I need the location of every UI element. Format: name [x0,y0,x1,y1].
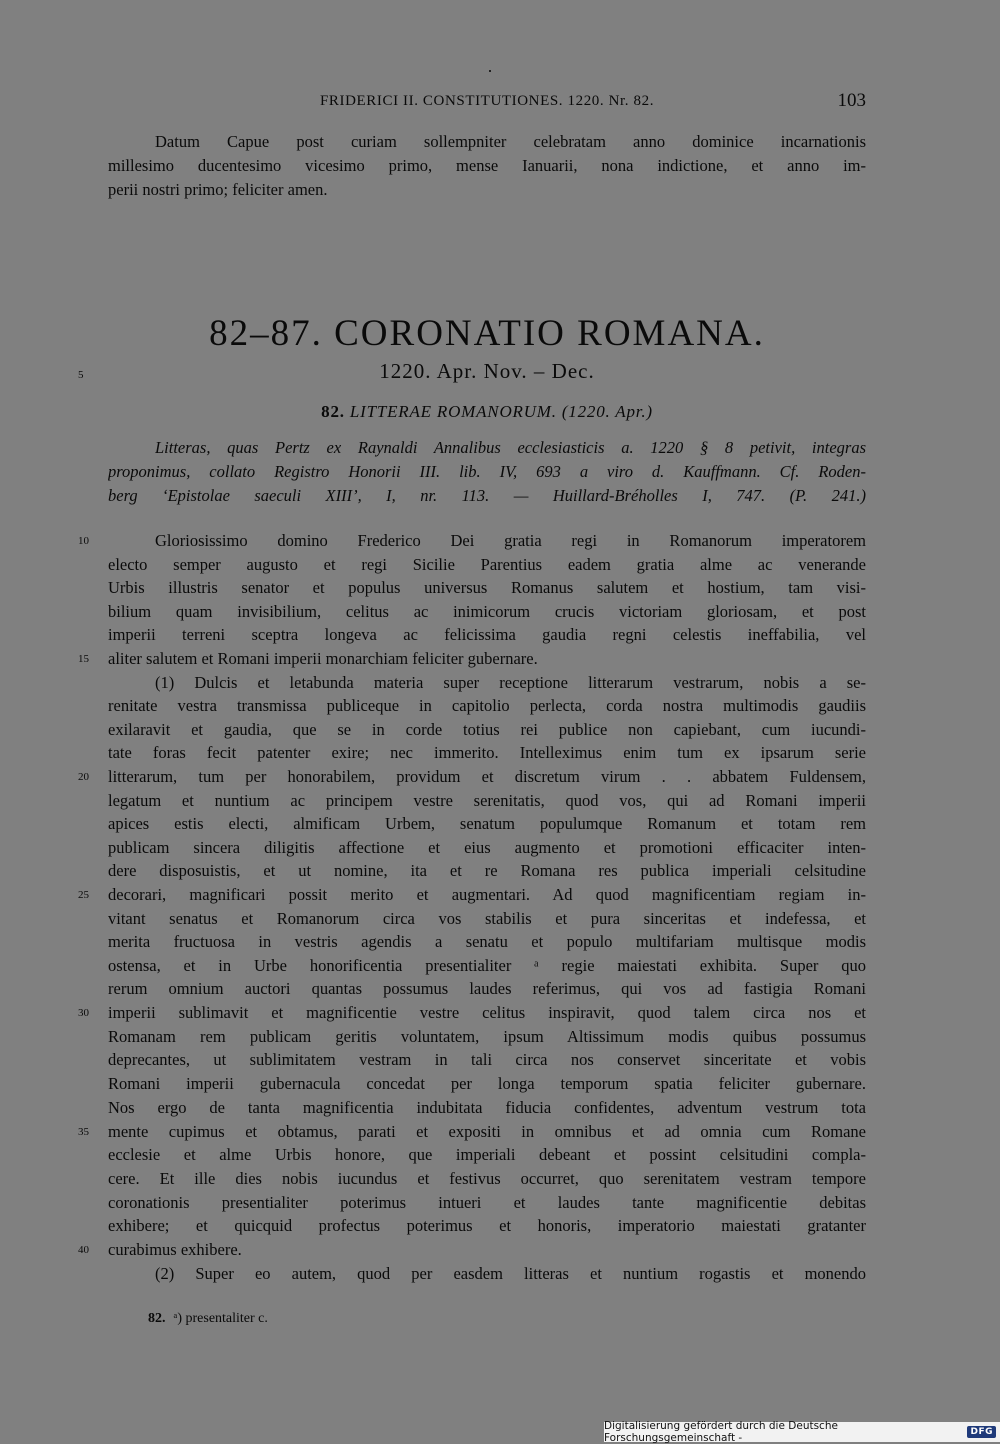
text-line: mente cupimus et obtamus, parati et expositi in omnibus et ad omnia cum Romane [108,1122,866,1141]
footnote-number: 82. [148,1311,166,1326]
text-line: bilium quam invisibilium, celitus ac inimicorum crucis victoriam gloriosam, et post [108,602,866,621]
text-line: cere. Et ille dies nobis iucundus et festivus occurret, quo serenitatem vestram tempore [108,1169,866,1188]
text-line: Urbis illustris senator et populus universus Romanus salutem et hostium, tam visi- [108,578,866,597]
line-number: 35 [78,1126,89,1138]
line-number: 10 [78,535,89,547]
text-line: coronationis presentialiter poterimus intueri et laudes tante magnificentie debitas [108,1193,866,1212]
text-line: electo semper augusto et regi Sicilie Parentius eadem gratia alme ac venerande [108,555,866,574]
text-line: ostensa, et in Urbe honorificentia presentialiter ᵃ regie maiestati exhibita. Super quo [108,956,866,975]
running-header [108,90,866,114]
text-line: Nos ergo de tanta magnificentia indubitata fiducia confidentes, adventum vestrum tota [108,1098,866,1117]
document-number: 82. [321,402,345,421]
text-line: imperii sublimavit et magnificentie vestre celitus inspiravit, quod talem circa nos et [108,1003,866,1022]
line-number: 25 [78,889,89,901]
text-line: (2) Super eo autem, quod per easdem litteras et nuntium rogastis et monendo [155,1264,866,1283]
text-line: deprecantes, ut sublimitatem vestram in tali circa nos conservet sinceritate et vobis [108,1050,866,1069]
text-line: imperii terreni sceptra longeva ac felicissima gaudia regni celestis ineffabilia, vel [108,625,866,644]
section-date: 1220. Apr. Nov. – Dec. [379,359,595,383]
text-line: apices estis electi, almificam Urbem, senatum populumque Romanum et totam rem [108,814,866,833]
text-line: dere disposuistis, et ut nomine, ita et re Romana res publica imperiali celsitudine [108,861,866,880]
text-line: litterarum, tum per honorabilem, providum et discretum virum . . abbatem Fuldensem, [108,767,866,786]
line-number: 5 [78,369,84,381]
footnote [148,1311,268,1327]
text-line: decorari, magnificari possit merito et augmentari. Ad quod magnificentiam regiam in- [108,885,866,904]
text-line: berg ‘Epistolae saeculi XIII’, I, nr. 113. — Huillard-Bréholles I, 747. (P. 241.) [108,486,866,505]
text-line: merita fructuosa in vestris agendis a senatu et populo multifariam multisque modis [108,932,866,951]
text-line: legatum et nuntium ac principem vestre serenitatis, quod vos, qui ad Romani imperii [108,791,866,810]
text-line: aliter salutem et Romani imperii monarchiam feliciter gubernare. [108,649,538,668]
line-number: 20 [78,771,89,783]
text-line: perii nostri primo; feliciter amen. [108,180,328,199]
document-heading [108,402,866,422]
text-line: Gloriosissimo domino Frederico Dei gratia regi in Romanorum imperatorem [155,531,866,550]
dfg-logo: DFG [967,1426,996,1438]
line-number: 40 [78,1244,89,1256]
text-line: tate foras fecit patenter exire; nec immerito. Intelleximus enim tum ex ipsarum serie [108,743,866,762]
line-number: 15 [78,653,89,665]
text-line: vitant senatus et Romanorum circa vos stabilis et pura sinceritas et indefessa, et [108,909,866,928]
footnote-text: ᵃ) presentaliter c. [173,1311,268,1326]
document-title: LITTERAE ROMANORUM. (1220. Apr.) [349,402,653,421]
text-line: millesimo ducentesimo vicesimo primo, mense Ianuarii, nona indictione, et anno im- [108,156,866,175]
credit-text: Digitalisierung gefördert durch die Deutsche Forschungsgemeinschaft - [604,1420,838,1444]
text-line: renitate vestra transmissa publiceque in capitolio perlecta, corda nostra multimodis gaudiis [108,696,866,715]
text-line: Romanam rem publicam geritis voluntatem, ipsum Altissimum modis quibus possumus [108,1027,866,1046]
scan-mark [489,70,491,72]
text-line: (1) Dulcis et letabunda materia super receptione litterarum vestrarum, nobis a se- [155,673,866,692]
running-title: FRIDERICI II. CONSTITUTIONES. 1220. Nr. 82. [319,93,655,109]
section-title: 82–87. CORONATIO ROMANA. [209,313,765,354]
line-number: 30 [78,1007,89,1019]
text-line: Litteras, quas Pertz ex Raynaldi Annalibus ecclesiasticis a. 1220 § 8 petivit, integras [155,438,866,457]
text-line: Datum Capue post curiam sollempniter celebratam anno dominice incarnationis [155,132,866,151]
text-line: publicam sincera diligitis affectione et eius augmento et promotioni efficaciter inten- [108,838,866,857]
text-line: Romani imperii gubernacula concedat per longa temporum spatia feliciter gubernare. [108,1074,866,1093]
text-line: exhibere; et quicquid profectus poterimus et honoris, imperatorio maiestati gratanter [108,1216,866,1235]
text-line: curabimus exhibere. [108,1240,242,1259]
text-line: exilaravit et gaudia, que se in corde totius rei publice non capiebant, cum iucundi- [108,720,866,739]
text-line: ecclesie et alme Urbis honore, que imperiali debeant et possint celsitudini compla- [108,1145,866,1164]
text-line: rerum omnium auctori quantas possumus laudes referimus, qui vos ad fastigia Romani [108,979,866,998]
text-line: proponimus, collato Registro Honorii III. lib. IV, 693 a viro d. Kauffmann. Cf. Roden- [108,462,866,481]
page-number: 103 [837,90,866,111]
digitization-credit-bar [604,1422,1000,1442]
